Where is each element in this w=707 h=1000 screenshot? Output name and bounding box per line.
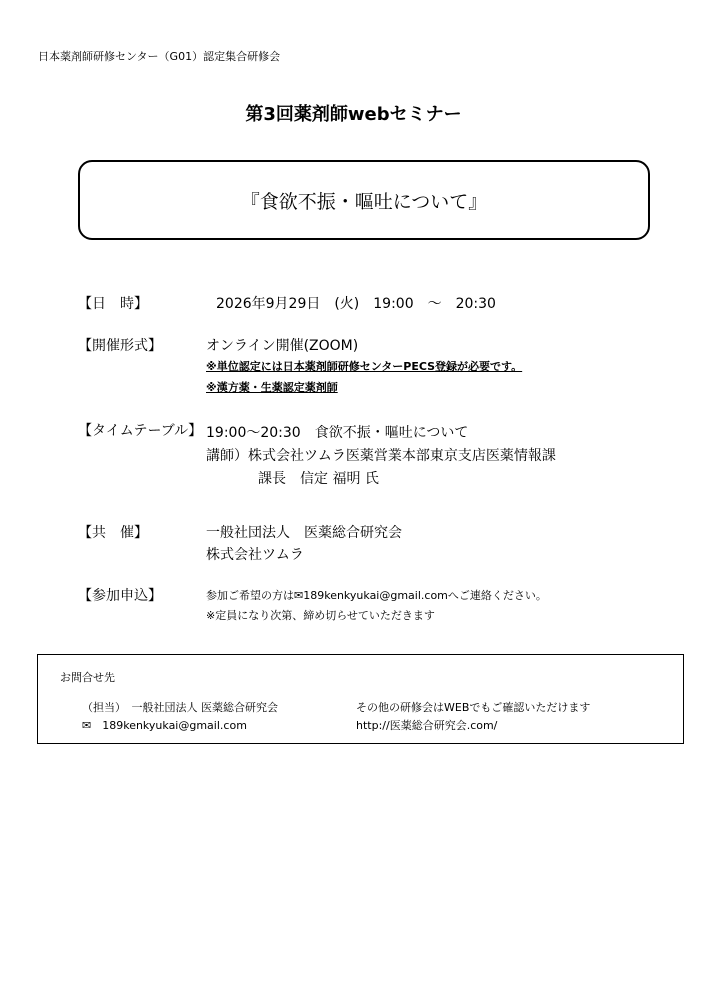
contact-url[interactable]: http://医薬総合研究会.com/ <box>356 719 498 732</box>
host-label: 【共 催】 <box>78 525 148 541</box>
header-note: 日本薬剤師研修センター（G01）認定集合研修会 <box>38 50 281 63</box>
contact-box <box>37 654 684 744</box>
contact-other-info: その他の研修会はWEBでもご確認いただけます <box>356 701 591 714</box>
seminar-title: 第3回薬剤師webセミナー <box>245 104 462 125</box>
contact-email: ✉ 189kenkyukai@gmail.com <box>82 719 247 732</box>
timetable-speaker: 講師）株式会社ツムラ医薬営業本部東京支店医薬情報課 <box>206 448 556 464</box>
timetable-label: 【タイムテーブル】 <box>78 423 203 439</box>
timetable-speaker-title: 課長 信定 福明 氏 <box>258 471 379 487</box>
contact-heading: お問合せ先 <box>60 671 115 684</box>
datetime-label: 【日 時】 <box>78 296 148 312</box>
contact-person: （担当） 一般社団法人 医薬総合研究会 <box>82 701 278 714</box>
apply-line-1: 参加ご希望の方は✉189kenkyukai@gmail.comへご連絡ください。 <box>206 589 547 602</box>
format-note-pecs: ※単位認定には日本薬剤師研修センターPECS登録が必要です。 <box>206 360 523 373</box>
host-line-2: 株式会社ツムラ <box>206 547 304 563</box>
apply-line-2: ※定員になり次第、締め切らせていただきます <box>206 609 435 622</box>
timetable-line-1: 19:00～20:30 食欲不振・嘔吐について <box>206 425 469 441</box>
datetime-value: 2026年9月29日 (火) 19:00 ～ 20:30 <box>216 296 496 312</box>
format-note-kampo: ※漢方薬・生薬認定薬剤師 <box>206 381 338 394</box>
format-value: オンライン開催(ZOOM) <box>206 338 359 354</box>
host-line-1: 一般社団法人 医薬総合研究会 <box>206 525 402 541</box>
format-label: 【開催形式】 <box>78 338 162 354</box>
apply-label: 【参加申込】 <box>78 588 162 604</box>
topic-box <box>78 160 650 240</box>
topic-title: 『食欲不振・嘔吐について』 <box>240 190 488 213</box>
